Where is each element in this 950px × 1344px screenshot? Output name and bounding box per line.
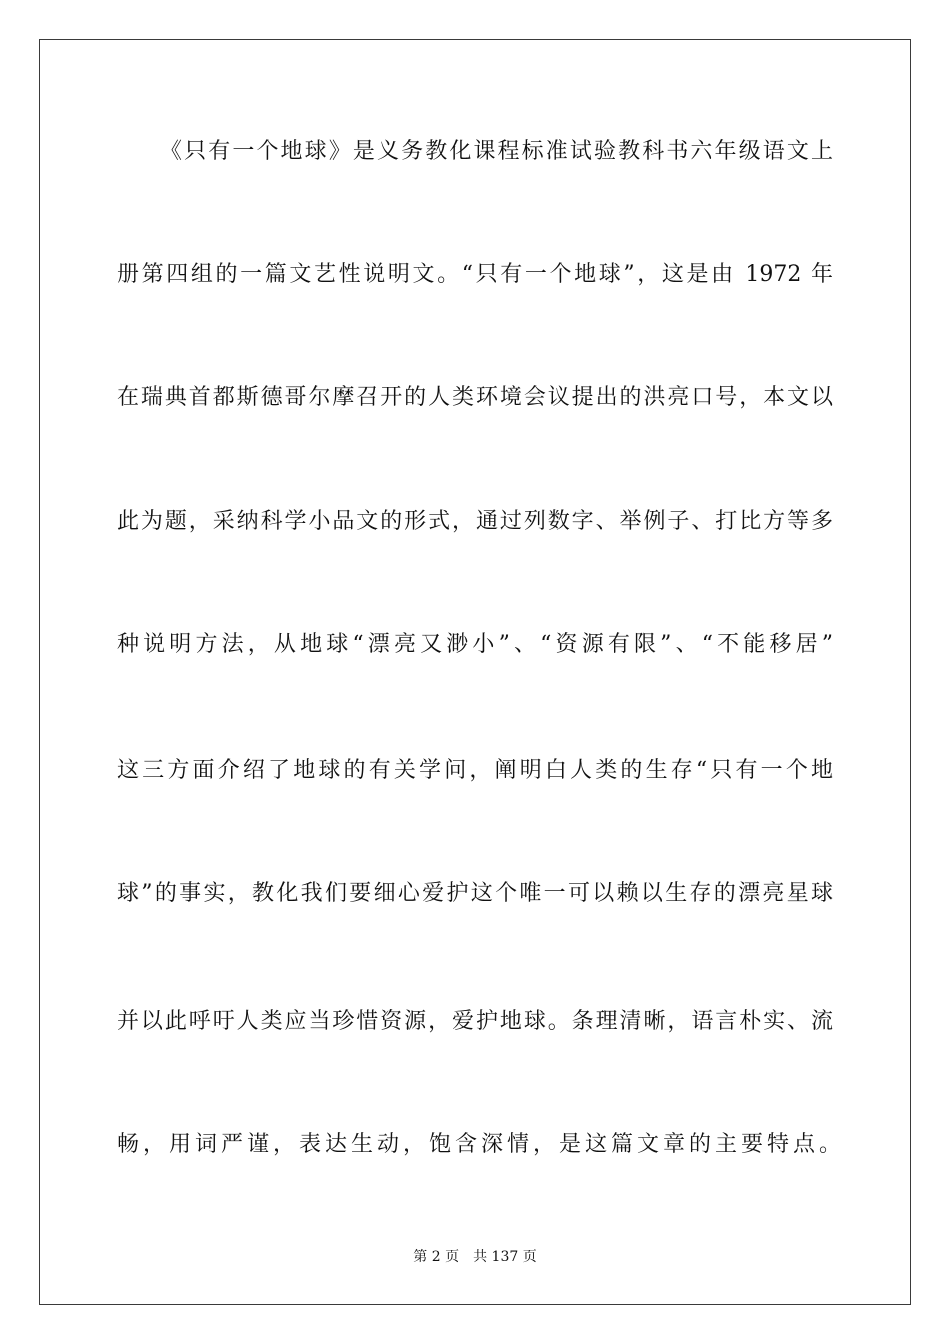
- paragraph-line-1: 《只有一个地球》是义务教化课程标准试验教科书六年级语文上: [160, 139, 833, 164]
- paragraph-line-4: 此为题，采纳科学小品文的形式，通过列数字、举例子、打比方等多: [117, 509, 833, 534]
- page-border: [39, 39, 911, 1305]
- paragraph-line-3: 在瑞典首都斯德哥尔摩召开的人类环境会议提出的洪亮口号，本文以: [117, 385, 833, 410]
- paragraph-line-7: 球”的事实，教化我们要细心爱护这个唯一可以赖以生存的漂亮星球: [117, 881, 833, 906]
- paragraph-line-5: 种说明方法，从地球“漂亮又渺小”、“资源有限”、“不能移居”: [117, 632, 833, 657]
- paragraph-line-8: 并以此呼吁人类应当珍惜资源，爱护地球。条理清晰，语言朴实、流: [117, 1009, 833, 1034]
- paragraph-line-2: 册第四组的一篇文艺性说明文。“只有一个地球”，这是由 1972 年: [117, 262, 833, 287]
- page-footer: [0, 1248, 950, 1266]
- page-total: 共 137 页: [473, 1249, 537, 1265]
- page-number: 第 2 页: [413, 1249, 460, 1265]
- paragraph-line-6: 这三方面介绍了地球的有关学问，阐明白人类的生存“只有一个地: [117, 758, 833, 783]
- paragraph-line-9: 畅，用词严谨，表达生动，饱含深情，是这篇文章的主要特点。: [117, 1132, 846, 1157]
